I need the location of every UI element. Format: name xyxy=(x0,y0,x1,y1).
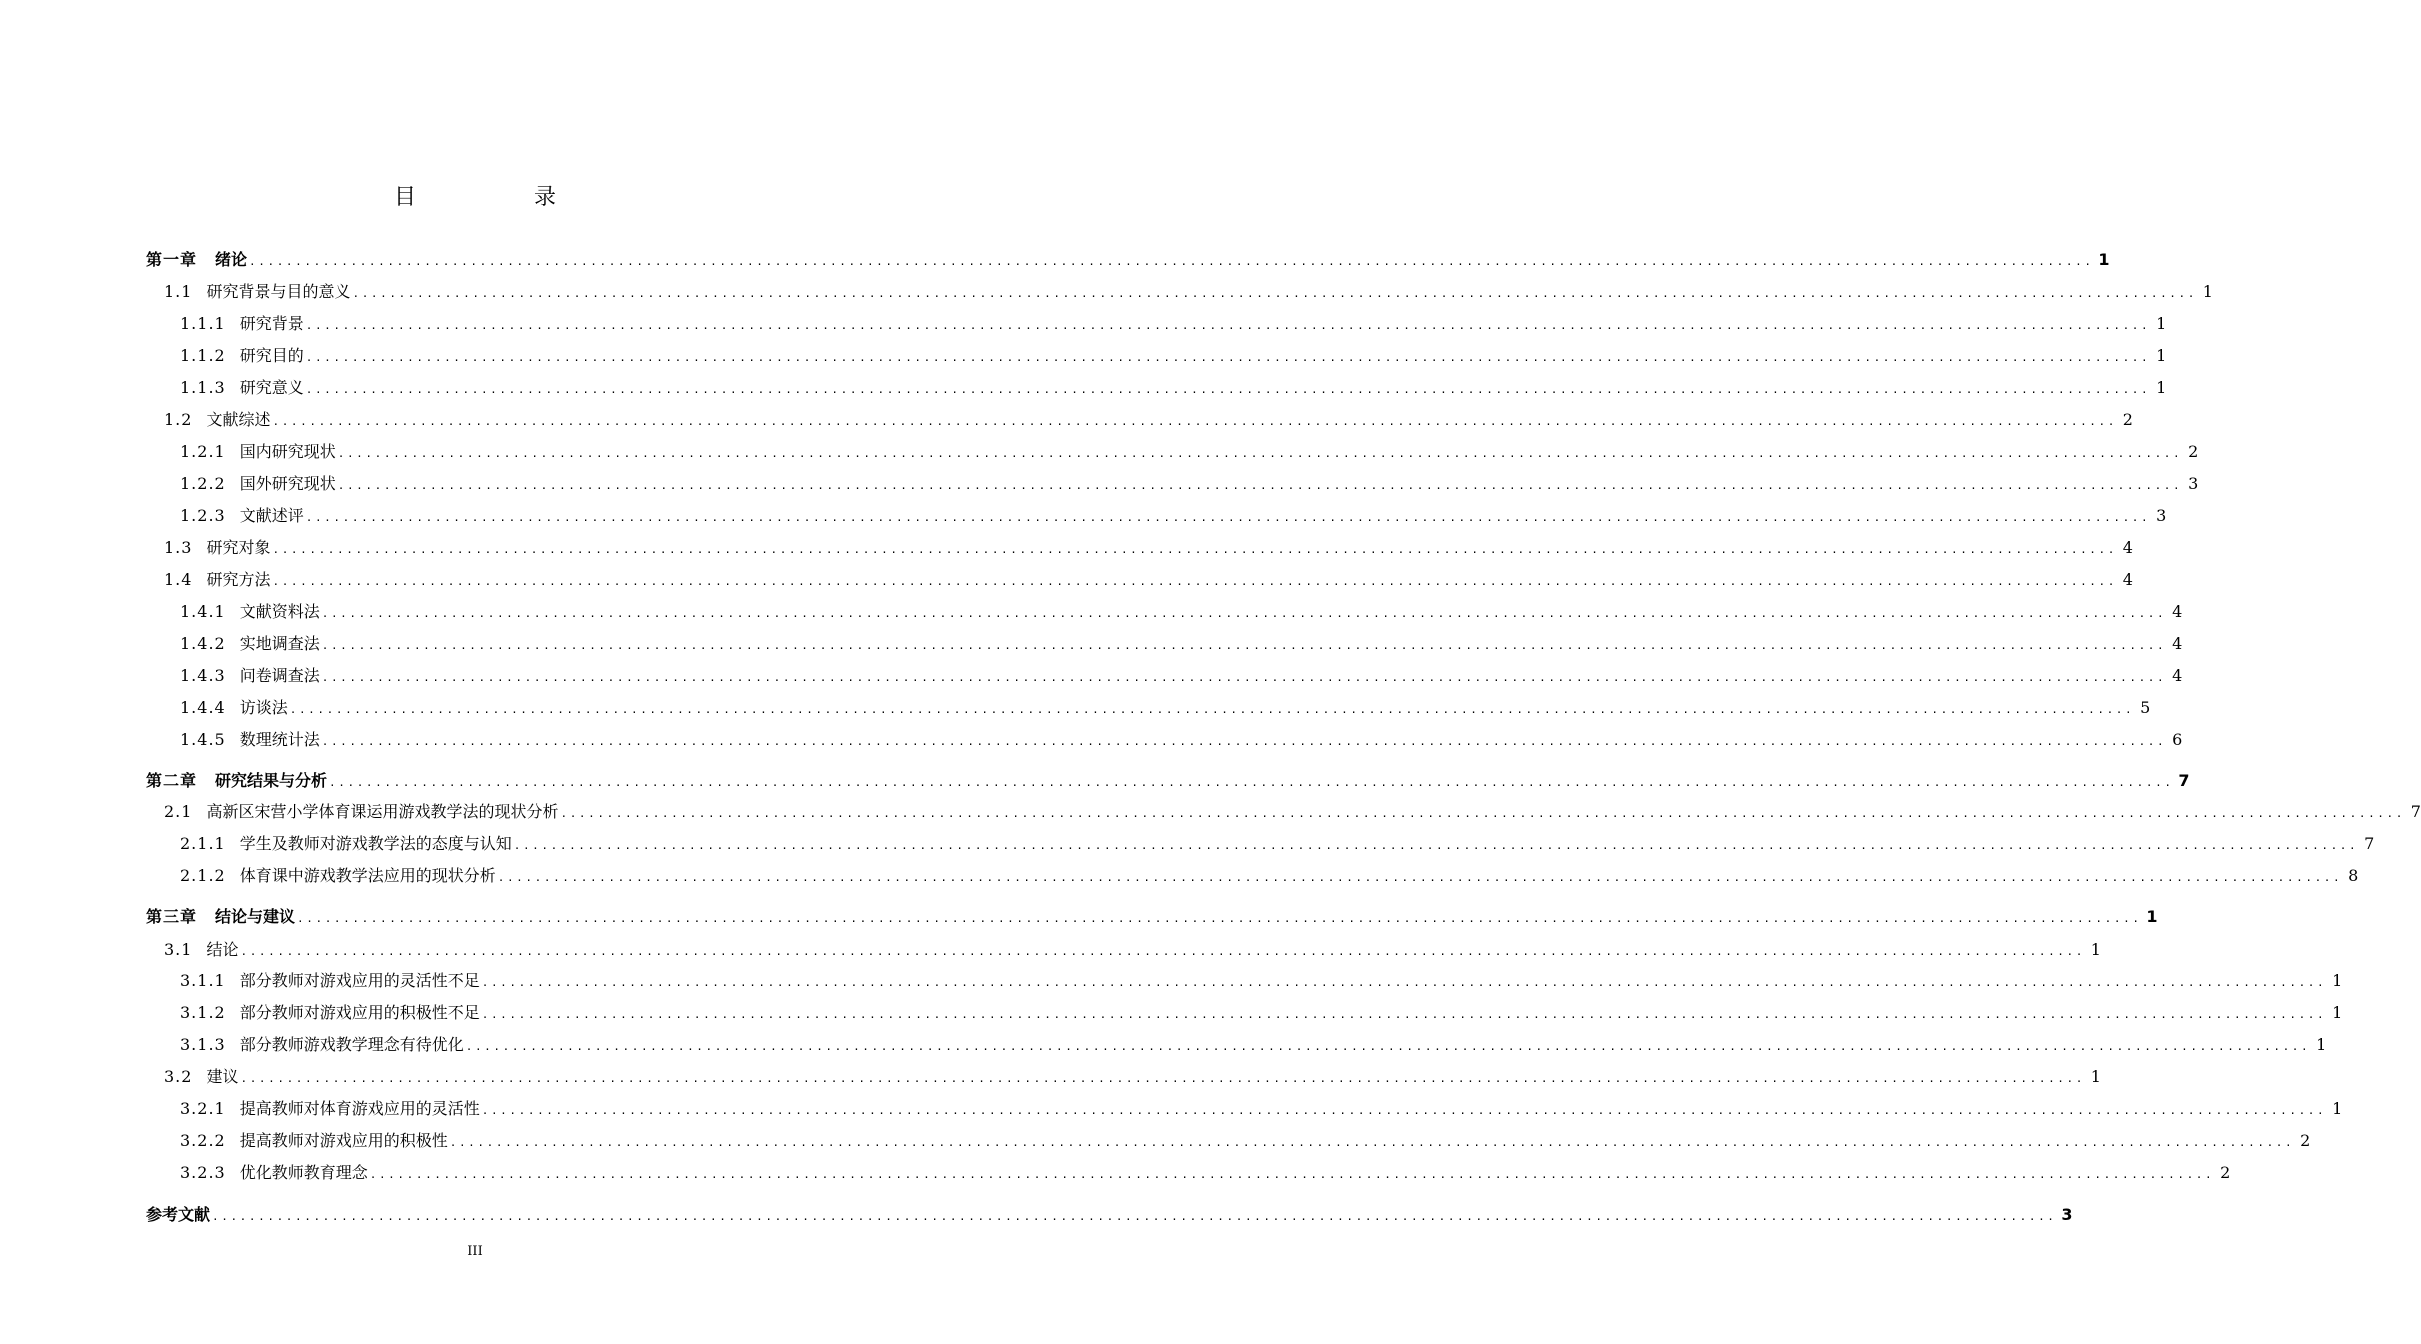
toc-entry-label: 结论 xyxy=(206,940,239,959)
toc-dot-leader: ........................................................................................................................................................................................................ xyxy=(240,945,2085,958)
toc-entry-label: 体育课中游戏教学法应用的现状分析 xyxy=(239,866,496,885)
toc-entry-page: 1 xyxy=(2156,314,2167,333)
toc-entry-label: 研究意义 xyxy=(239,378,304,397)
toc-entry-label: 部分教师对游戏应用的灵活性不足 xyxy=(239,971,480,990)
toc-entry[interactable] xyxy=(146,1125,2311,1157)
toc-entry-number: 3.2.2 xyxy=(180,1131,226,1150)
toc-entry-label: 学生及教师对游戏教学法的态度与认知 xyxy=(239,834,512,853)
toc-entry-page: 1 xyxy=(2316,1035,2327,1054)
toc-dot-leader: ........................................................................................................................................................................................................ xyxy=(329,776,2174,789)
toc-entry-number: 3.1.1 xyxy=(180,971,226,990)
toc-dot-leader: ........................................................................................................................................................................................................ xyxy=(465,1040,2311,1053)
toc-entry-page: 1 xyxy=(2156,378,2167,397)
toc-entry-page: 2 xyxy=(2300,1131,2311,1150)
toc-entry-page: 1 xyxy=(2202,282,2213,301)
toc-entry-number: 1.4.4 xyxy=(180,698,226,717)
toc-entry-page: 4 xyxy=(2172,666,2183,685)
toc-entry-page: 4 xyxy=(2172,634,2183,653)
toc-entry-number: 1.2 xyxy=(164,410,193,429)
toc-entry-page: 1 xyxy=(2146,907,2158,926)
toc-entry-page: 4 xyxy=(2172,602,2183,621)
toc-entry-page: 7 xyxy=(2364,834,2375,853)
toc-entry-page: 1 xyxy=(2332,1003,2343,1022)
toc-entry[interactable] xyxy=(146,564,2133,596)
toc-entry-label: 数理统计法 xyxy=(239,730,320,749)
toc-entry[interactable] xyxy=(146,276,2213,308)
toc-dot-leader: ........................................................................................................................................................................................................ xyxy=(369,1168,2215,1181)
toc-entry-page: 8 xyxy=(2348,866,2359,885)
toc-entry-number: 2.1.2 xyxy=(180,866,226,885)
toc-dot-leader: ........................................................................................................................................................................................................ xyxy=(560,807,2405,820)
toc-entry-number: 第二章 xyxy=(146,771,198,790)
toc-entry-label: 部分教师游戏教学理念有待优化 xyxy=(239,1035,464,1054)
toc-entry-number: 1.4 xyxy=(164,570,193,589)
toc-entry[interactable] xyxy=(146,724,2183,756)
toc-entry[interactable] xyxy=(146,244,2110,276)
toc-entry-page: 1 xyxy=(2332,971,2343,990)
toc-dot-leader: ........................................................................................................................................................................................................ xyxy=(272,575,2117,588)
toc-entry-number: 1.1.1 xyxy=(180,314,226,333)
toc-dot-leader: ........................................................................................................................................................................................................ xyxy=(321,735,2167,748)
toc-entry-number: 第三章 xyxy=(146,907,198,926)
toc-entry[interactable] xyxy=(146,436,2199,468)
toc-entry-number: 第一章 xyxy=(146,250,198,269)
toc-entry-label: 部分教师对游戏应用的积极性不足 xyxy=(239,1003,480,1022)
toc-entry[interactable] xyxy=(146,1061,2101,1093)
toc-entry[interactable] xyxy=(146,372,2167,404)
toc-entry-page: 3 xyxy=(2061,1205,2073,1224)
toc-entry-number: 1.4.2 xyxy=(180,634,226,653)
toc-title: 目 录 xyxy=(393,185,604,210)
toc-dot-leader: ........................................................................................................................................................................................................ xyxy=(272,415,2117,428)
toc-entry-label: 优化教师教育理念 xyxy=(239,1163,368,1182)
toc-entry[interactable] xyxy=(146,997,2343,1029)
toc-entry-page: 5 xyxy=(2140,698,2151,717)
toc-entry[interactable] xyxy=(146,1199,2073,1231)
toc-entry-label: 文献综述 xyxy=(206,410,271,429)
toc-entry[interactable] xyxy=(146,628,2183,660)
toc-entry-page: 2 xyxy=(2122,410,2133,429)
toc-entry-page: 6 xyxy=(2172,730,2183,749)
toc-entry-label: 研究对象 xyxy=(206,538,271,557)
toc-entry[interactable] xyxy=(146,340,2167,372)
toc-dot-leader: ........................................................................................................................................................................................................ xyxy=(321,607,2167,620)
toc-dot-leader: ........................................................................................................................................................................................................ xyxy=(305,319,2151,332)
toc-entry[interactable] xyxy=(146,901,2158,933)
toc-entry-number: 1.4.5 xyxy=(180,730,226,749)
toc-entry-label: 研究方法 xyxy=(206,570,271,589)
toc-dot-leader: ........................................................................................................................................................................................................ xyxy=(321,639,2167,652)
toc-entry[interactable] xyxy=(146,692,2151,724)
toc-entry-number: 1.4.3 xyxy=(180,666,226,685)
toc-entry-number: 1.4.1 xyxy=(180,602,226,621)
toc-dot-leader: ........................................................................................................................................................................................................ xyxy=(289,703,2135,716)
toc-dot-leader: ........................................................................................................................................................................................................ xyxy=(297,912,2142,925)
toc-entry[interactable] xyxy=(146,404,2133,436)
toc-entry-number: 1.1 xyxy=(164,282,193,301)
toc-entry-page: 3 xyxy=(2156,506,2167,525)
toc-entry-label: 提高教师对体育游戏应用的灵活性 xyxy=(239,1099,480,1118)
toc-entry-number: 1.2.2 xyxy=(180,474,226,493)
toc-entry-label: 国外研究现状 xyxy=(239,474,336,493)
toc-dot-leader: ........................................................................................................................................................................................................ xyxy=(240,1072,2085,1085)
toc-entry[interactable] xyxy=(146,1093,2343,1125)
toc-entry-number: 1.1.2 xyxy=(180,346,226,365)
toc-entry-number: 1.3 xyxy=(164,538,193,557)
toc-entry-page: 2 xyxy=(2220,1163,2231,1182)
toc-entry-page: 3 xyxy=(2188,474,2199,493)
toc-dot-leader: ........................................................................................................................................................................................................ xyxy=(497,871,2343,884)
toc-entry-label: 研究结果与分析 xyxy=(215,771,328,790)
toc-entry-number: 2.1.1 xyxy=(180,834,226,853)
toc-entry[interactable] xyxy=(146,860,2359,892)
toc-entry[interactable] xyxy=(146,500,2167,532)
toc-entry-page: 1 xyxy=(2332,1099,2343,1118)
toc-entry-number: 1.2.1 xyxy=(180,442,226,461)
toc-dot-leader: ........................................................................................................................................................................................................ xyxy=(305,511,2151,524)
toc-entry-number: 2.1 xyxy=(164,802,193,821)
toc-dot-leader: ........................................................................................................................................................................................................ xyxy=(272,543,2117,556)
toc-entry[interactable] xyxy=(146,765,2190,797)
toc-dot-leader: ........................................................................................................................................................................................................ xyxy=(249,255,2094,268)
toc-entry-page: 1 xyxy=(2090,1067,2101,1086)
toc-entry[interactable] xyxy=(146,796,2421,828)
toc-dot-leader: ........................................................................................................................................................................................................ xyxy=(337,447,2183,460)
toc-entry-label: 实地调查法 xyxy=(239,634,320,653)
toc-entry[interactable] xyxy=(146,468,2199,500)
toc-entry-label: 绪论 xyxy=(215,250,248,269)
toc-entry-page: 2 xyxy=(2188,442,2199,461)
toc-entry[interactable] xyxy=(146,308,2167,340)
toc-dot-leader: ........................................................................................................................................................................................................ xyxy=(212,1210,2057,1223)
toc-entry[interactable] xyxy=(146,596,2183,628)
toc-entry-label: 提高教师对游戏应用的积极性 xyxy=(239,1131,448,1150)
toc-entry-label: 研究目的 xyxy=(239,346,304,365)
toc-entry-page: 1 xyxy=(2098,250,2110,269)
toc-dot-leader: ........................................................................................................................................................................................................ xyxy=(513,839,2359,852)
toc-dot-leader: ........................................................................................................................................................................................................ xyxy=(337,479,2183,492)
toc-dot-leader: ........................................................................................................................................................................................................ xyxy=(449,1136,2295,1149)
toc-dot-leader: ........................................................................................................................................................................................................ xyxy=(481,1008,2327,1021)
toc-entry[interactable] xyxy=(146,965,2343,997)
toc-dot-leader: ........................................................................................................................................................................................................ xyxy=(321,671,2167,684)
toc-entry-number: 3.2 xyxy=(164,1067,193,1086)
toc-entry-label: 参考文献 xyxy=(146,1205,211,1224)
toc-entry-label: 研究背景与目的意义 xyxy=(206,282,351,301)
toc-entry-number: 3.2.1 xyxy=(180,1099,226,1118)
toc-dot-leader: ........................................................................................................................................................................................................ xyxy=(481,976,2327,989)
toc-entry-page: 7 xyxy=(2410,802,2421,821)
toc-entry-number: 1.2.3 xyxy=(180,506,226,525)
toc-entry-label: 文献述评 xyxy=(239,506,304,525)
toc-entry-page: 4 xyxy=(2122,570,2133,589)
toc-entry-page: 4 xyxy=(2122,538,2133,557)
toc-entry-page: 7 xyxy=(2178,771,2190,790)
toc-entry-label: 文献资料法 xyxy=(239,602,320,621)
page-number-footer: III xyxy=(467,1244,483,1259)
toc-entry-number: 3.1.2 xyxy=(180,1003,226,1022)
toc-dot-leader: ........................................................................................................................................................................................................ xyxy=(305,351,2151,364)
toc-entry-page: 1 xyxy=(2090,940,2101,959)
toc-entry-number: 3.2.3 xyxy=(180,1163,226,1182)
toc-dot-leader: ........................................................................................................................................................................................................ xyxy=(305,383,2151,396)
toc-entry[interactable] xyxy=(146,1029,2327,1061)
toc-entry-label: 国内研究现状 xyxy=(239,442,336,461)
toc-entry[interactable] xyxy=(146,532,2133,564)
toc-entry-label: 问卷调查法 xyxy=(239,666,320,685)
toc-entry[interactable] xyxy=(146,660,2183,692)
toc-entry-label: 访谈法 xyxy=(239,698,288,717)
toc-entry-label: 结论与建议 xyxy=(215,907,296,926)
toc-entry-page: 1 xyxy=(2156,346,2167,365)
toc-entry[interactable] xyxy=(146,1157,2231,1189)
toc-dot-leader: ........................................................................................................................................................................................................ xyxy=(352,287,2197,300)
toc-entry-number: 3.1 xyxy=(164,940,193,959)
toc-entry-label: 研究背景 xyxy=(239,314,304,333)
toc-entry-label: 建议 xyxy=(206,1067,239,1086)
toc-entry[interactable] xyxy=(146,828,2375,860)
toc-entry[interactable] xyxy=(146,934,2101,966)
toc-entry-label: 高新区宋营小学体育课运用游戏教学法的现状分析 xyxy=(206,802,559,821)
toc-entry-number: 3.1.3 xyxy=(180,1035,226,1054)
toc-entry-number: 1.1.3 xyxy=(180,378,226,397)
toc-dot-leader: ........................................................................................................................................................................................................ xyxy=(481,1104,2327,1117)
